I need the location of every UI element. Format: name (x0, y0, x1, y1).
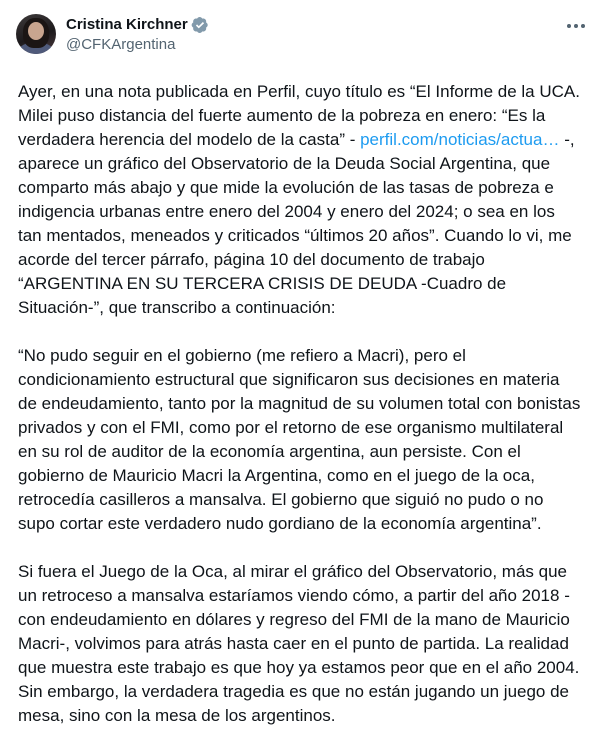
author-info (66, 14, 209, 55)
author-display-name[interactable]: Cristina Kirchner (66, 16, 188, 33)
tweet-text (16, 80, 582, 728)
verified-badge-icon (191, 16, 209, 34)
author-handle[interactable]: @CFKArgentina (66, 36, 176, 53)
avatar[interactable] (16, 14, 56, 54)
tweet-paragraph-3: Si fuera el Juego de la Oca, al mirar el gráfico del Observatorio, más que un retroceso a mansalva estaríamos viendo cómo, a partir del año 2018 -con endeudamiento en dólares y regreso del FMI de la mano de Mauricio Macri-, volvimos para atrás hasta caer en el punto de partida. La realidad que muestra este trabajo es que hoy ya estamos peor que en el año 2004. Sin embargo, la verdadera tragedia es que no están jugando un juego de mesa, sino con la mesa de los argentinos. (18, 562, 580, 725)
tweet-paragraph-2: “No pudo seguir en el gobierno (me refiero a Macri), pero el condicionamiento estructural que significaron sus decisiones en materia de endeudamiento, tanto por la magnitud de su volumen total con bonistas privados y con el FMI, como por el retorno de ese organismo multilateral en su rol de auditor de la economía argentina, aun persiste. Con el gobierno de Mauricio Macri la Argentina, como en el juego de la oca, retrocedía casilleros a mansalva. El gobierno que siguió no pudo o no supo cortar este verdadero nudo gordiano de la economía argentina”. (18, 346, 581, 533)
more-options-icon[interactable] (564, 14, 588, 38)
paragraph-1-start: Ayer, en una nota publicada en Perfil, cuyo título es “El Informe de la UCA. Milei puso distancia del fuerte aumento de la pobreza en enero: “Es la verdadera herencia del modelo de la casta” - (18, 82, 580, 149)
paragraph-1-end: -, aparece un gráfico del Observatorio de la Deuda Social Argentina, que comparto más abajo y que mide la evolución de las tasas de pobreza e indigencia urbanas entre enero del 2004 y enero del 2024; o sea en los tan mentados, meneados y criticados “últimos 20 años”. Cuando lo vi, me acorde del tercer párrafo, página 10 del documento de trabajo “ARGENTINA EN SU TERCERA CRISIS DE DEUDA -Cuadro de Situación-”, que transcribo a continuación: (18, 130, 575, 317)
article-link[interactable]: perfil.com/noticias/actua… (360, 130, 560, 149)
name-row (66, 15, 209, 35)
tweet-header (16, 14, 588, 62)
tweet-paragraph-1 (18, 80, 582, 320)
